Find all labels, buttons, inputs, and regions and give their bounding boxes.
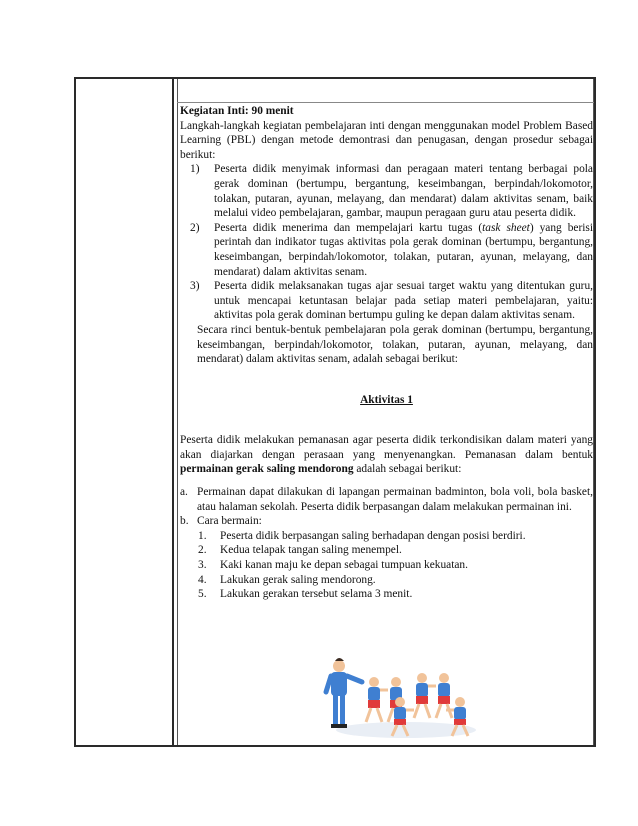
right-border (593, 79, 594, 745)
step-number: 2) (190, 221, 200, 234)
activity-title: Aktivitas 1 (360, 393, 413, 406)
step-text: Peserta didik melaksanakan tugas ajar sesuai target waktu yang ditentukan guru, untuk mencapai ketuntasan belajar pada setiap materi pembelajaran, yaitu: aktivitas pola gerak dominan bertumpu guling ke depan dalam aktivitas senam. (214, 280, 593, 322)
lesson-content (180, 104, 593, 602)
step-list (180, 162, 593, 323)
step-item (190, 279, 593, 323)
section-title: Kegiatan Inti: 90 menit (180, 105, 294, 117)
rule-text: Kaki kanan maju ke depan sebagai tumpuan kekuatan. (220, 559, 468, 572)
step-number: 3) (190, 280, 200, 293)
step-text-italic: task sheet (482, 221, 530, 234)
rule-number: 4. (198, 573, 207, 586)
step-item (190, 221, 594, 279)
column-divider (172, 79, 174, 745)
rule-item (198, 529, 593, 544)
intro-paragraph: Langkah-langkah kegiatan pembelajaran inti dengan menggunakan model Problem Based Learning (PBL) dengan metode demontrasi dan penugasan, dengan prosedur sebagai berikut: (180, 119, 593, 161)
instruction-item (180, 514, 593, 602)
rule-text: Kedua telapak tangan saling menempel. (220, 544, 402, 557)
step-text: Peserta didik menyimak informasi dan peragaan materi tentang berbagai pola gerak dominan (bertumpu, bergantung, keseimbangan, berpindah/lokomotor, tolakan, putaran, ayunan, melayang, dan mendarat) dalam aktivitas senam, baik melalui video pembelajaran, gambar, maupun peragaan guru atau peserta didik. (214, 163, 593, 220)
rule-number: 3. (198, 559, 207, 572)
warmup-paragraph (180, 433, 593, 477)
warmup-text: adalah sebagai berikut: (353, 463, 462, 476)
pushing-game-illustration (322, 652, 480, 740)
how-to-play-list (197, 529, 593, 602)
rule-item (198, 587, 593, 602)
item-letter: b. (180, 515, 189, 528)
warmup-bold-text: permainan gerak saling mendorong (180, 463, 354, 476)
rule-item (198, 558, 593, 573)
instruction-item (180, 485, 593, 514)
details-paragraph: Secara rinci bentuk-bentuk pembelajaran pola gerak dominan (bertumpu, bergantung, keseimbangan, berpindah/lokomotor, tolakan, putaran, ayunan, melayang, dan mendarat) dalam aktivitas senam, adalah sebagai berikut: (197, 323, 593, 366)
instruction-list (180, 485, 593, 602)
step-text: ) yang berisi perintah dan indikator tugas aktivitas pola gerak dominan (bertumpu, bergantung, keseimbangan, berpindah/lokomotor, tolakan, putaran, ayunan, melayang, dan mendarat) dalam aktivitas senam. (214, 221, 594, 278)
rule-text: Lakukan gerak saling mendorong. (220, 573, 376, 586)
rule-number: 2. (198, 544, 207, 557)
item-text: Cara bermain: (197, 515, 262, 528)
rule-number: 1. (198, 529, 207, 542)
item-text: Permainan dapat dilakukan di lapangan permainan badminton, bola voli, bola basket, atau halaman sekolah. Peserta didik berpasangan dalam melakukan permainan ini. (197, 486, 593, 513)
item-letter: a. (180, 486, 188, 499)
header-row-divider (177, 102, 594, 103)
rule-text: Peserta didik berpasangan saling berhadapan dengan posisi berdiri. (220, 529, 526, 542)
column-divider-inner (177, 79, 178, 745)
teacher-figure (326, 658, 362, 728)
warmup-text: Peserta didik melakukan pemanasan agar peserta didik terkondisikan dalam materi yang akan diajarkan dengan perasaan yang menyenangkan. Pemanasan dalam bentuk (180, 434, 593, 461)
step-text: Peserta didik menerima dan mempelajari kartu tugas ( (214, 221, 483, 234)
rule-item (198, 543, 593, 558)
rule-text: Lakukan gerakan tersebut selama 3 menit. (220, 588, 413, 601)
rule-item (198, 573, 593, 588)
rule-number: 5. (198, 588, 207, 601)
step-number: 1) (190, 163, 200, 176)
step-item (190, 162, 593, 220)
